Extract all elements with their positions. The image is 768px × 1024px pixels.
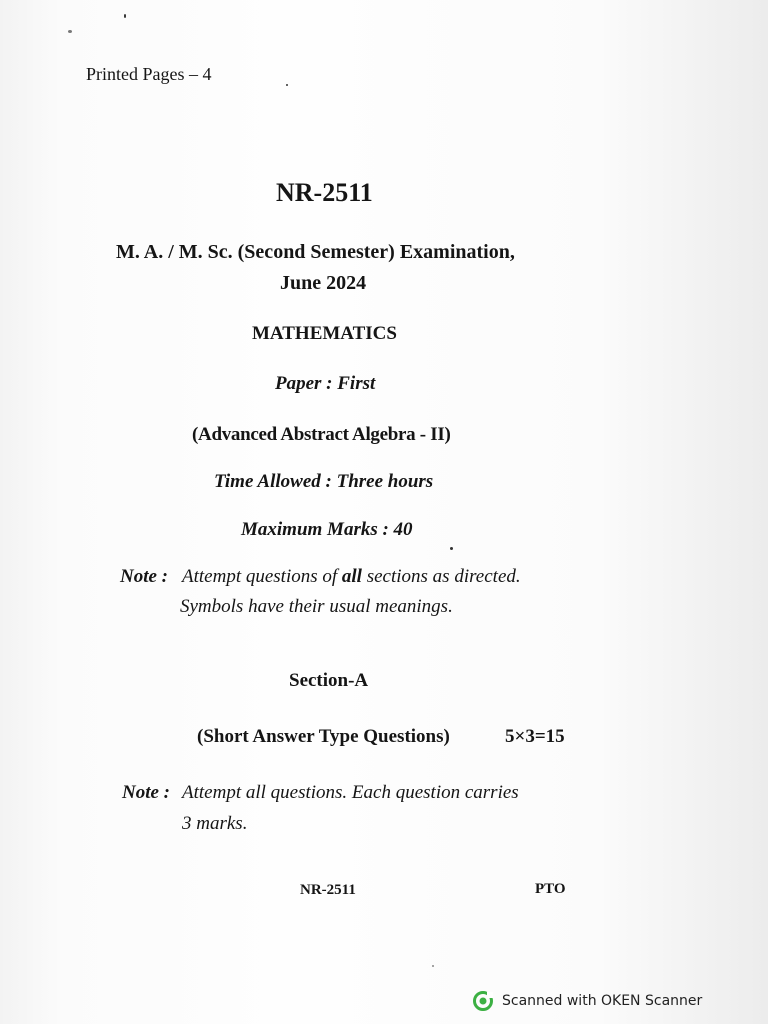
paper-title: (Advanced Abstract Algebra - II) xyxy=(192,424,451,445)
note-line: Symbols have their usual meanings. xyxy=(180,596,453,617)
scan-speck xyxy=(450,547,453,550)
section-marks: 5×3=15 xyxy=(505,726,565,747)
scanner-watermark-text: Scanned with OKEN Scanner xyxy=(502,993,703,1009)
time-allowed: Time Allowed : Three hours xyxy=(214,471,434,492)
scan-speck xyxy=(286,84,288,86)
note-text: sections as directed. xyxy=(361,566,521,587)
scanner-watermark xyxy=(472,990,702,1012)
note-line: 3 marks. xyxy=(182,813,248,834)
section-title: Section-A xyxy=(289,670,369,691)
scan-speck xyxy=(68,30,72,33)
note-label: Note : xyxy=(122,782,171,803)
paper-name: Paper : First xyxy=(275,373,376,394)
printed-pages: Printed Pages – 4 xyxy=(86,64,212,84)
footer-pto: PTO xyxy=(535,881,566,897)
scan-speck xyxy=(432,965,434,967)
note-line xyxy=(182,566,521,588)
exam-title: M. A. / M. Sc. (Second Semester) Examination, xyxy=(116,241,515,263)
exam-date: June 2024 xyxy=(280,272,367,294)
section-subtitle: (Short Answer Type Questions) xyxy=(197,726,450,747)
maximum-marks: Maximum Marks : 40 xyxy=(241,519,413,540)
note-text: Attempt questions of xyxy=(182,566,342,587)
note-line: Attempt all questions. Each question carries xyxy=(182,782,519,803)
subject: MATHEMATICS xyxy=(252,323,397,344)
scanner-logo-icon xyxy=(472,991,494,1011)
note-emphasis: all xyxy=(341,566,362,587)
footer-paper-code: NR-2511 xyxy=(300,882,356,898)
paper-code: NR-2511 xyxy=(276,178,373,207)
scan-speck xyxy=(124,14,126,18)
note-label: Note : xyxy=(120,566,169,587)
